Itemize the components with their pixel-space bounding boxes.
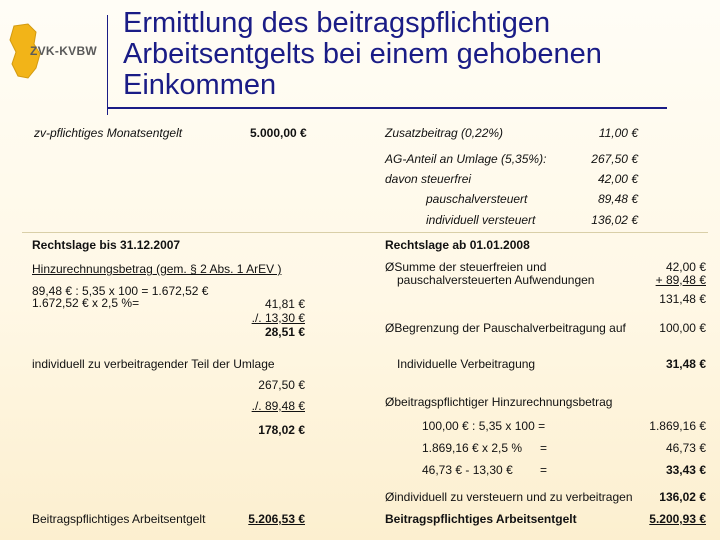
right-indiv-zu-label: Øindividuell zu versteuern und zu verbeitragen [385,490,633,504]
zusatzbeitrag-label: Zusatzbeitrag (0,22%) [385,126,504,140]
right-final-label: Beitragspflichtiges Arbeitsentgelt [385,512,577,526]
left-calc-line-2: 1.672,52 € x 2,5 %= [32,296,140,310]
right-calc-2-value: 46,73 € [665,441,706,455]
left-calc-line-1: 89,48 € : 5,35 x 100 = 1.672,52 € [32,284,209,298]
left-final-value: 5.206,53 € [248,512,305,526]
bullet-icon: Ø [385,321,395,335]
ag-anteil-value: 267,50 € [591,152,638,166]
right-indiv-verb-label: Individuelle Verbeitragung [397,357,536,371]
right-summe-value-42: 42,00 € [665,260,706,274]
right-indiv-zu-value: 136,02 € [659,490,706,504]
right-calc-3-value: 33,43 € [665,463,706,477]
right-summe-value-89-48: + 89,48 € [655,273,706,287]
right-calc-1-expr: 100,00 € : 5,35 x 100 = [422,419,546,433]
steuerfrei-value: 42,00 € [597,172,638,186]
monatsentgelt-label: zv-pflichtiges Monatsentgelt [34,126,183,140]
right-begrenzung-label: ØBegrenzung der Pauschalverbeitragung auf [385,321,626,335]
pauschal-value: 89,48 € [597,192,638,206]
pauschal-label: pauschalversteuert [426,192,528,206]
left-value-178-02: 178,02 € [258,423,305,437]
right-calc-2-expr: 1.869,16 € x 2,5 % [422,441,523,455]
page-title [123,8,713,101]
right-summe-line-1: ØSumme der steuerfreien und [385,260,547,274]
steuerfrei-label: davon steuerfrei [385,172,472,186]
right-calc-3-eq: = [540,463,548,477]
title-line-3: Einkommen [123,69,277,101]
title-line-2: Arbeitsentgelts bei einem gehobenen [123,38,602,70]
left-final-label: Beitragspflichtiges Arbeitsentgelt [32,512,206,526]
section-divider [22,232,708,233]
right-calc-1-value: 1.869,16 € [649,419,706,433]
logo-text: ZVK-KVBW [30,44,98,58]
zvk-kvbw-logo [6,22,100,80]
right-calc-3-expr: 46,73 € - 13,30 € [422,463,513,477]
left-value-28-51: 28,51 € [264,325,305,339]
left-heading: Rechtslage bis 31.12.2007 [32,238,181,252]
bullet-icon: Ø [385,490,395,504]
individuell-label: individuell versteuert [426,213,536,227]
title-divider-horizontal [107,107,667,109]
right-hinzurechnung-label: Øbeitragspflichtiger Hinzurechnungsbetrag [385,395,613,409]
left-value-267-50: 267,50 € [258,378,305,392]
right-final-value: 5.200,93 € [649,512,706,526]
right-calc-2-eq: = [540,441,548,455]
left-indiv-label: individuell zu verbeitragender Teil der Umlage [32,357,275,371]
ag-anteil-label: AG-Anteil an Umlage (5,35%): [385,152,547,166]
bullet-icon: Ø [385,260,395,274]
left-value-41-81: 41,81 € [264,297,305,311]
individuell-value: 136,02 € [591,213,638,227]
title-line-1: Ermittlung des beitragspflichtigen [123,7,551,39]
left-value-minus-13-30: ./. 13,30 € [251,311,305,325]
title-divider-vertical [107,15,108,115]
bullet-icon: Ø [385,395,395,409]
monatsentgelt-amount: 5.000,00 € [250,126,307,140]
right-summe-total: 131,48 € [659,292,706,306]
left-hinzurechnung-label: Hinzurechnungsbetrag (gem. § 2 Abs. 1 ArEV ) [32,262,282,276]
right-summe-line-2: pauschalversteuerten Aufwendungen [397,273,595,287]
zusatzbeitrag-value: 11,00 € [598,126,638,140]
right-indiv-verb-value: 31,48 € [665,357,706,371]
right-heading: Rechtslage ab 01.01.2008 [385,238,530,252]
left-value-minus-89-48: ./. 89,48 € [251,399,305,413]
right-begrenzung-value: 100,00 € [659,321,706,335]
